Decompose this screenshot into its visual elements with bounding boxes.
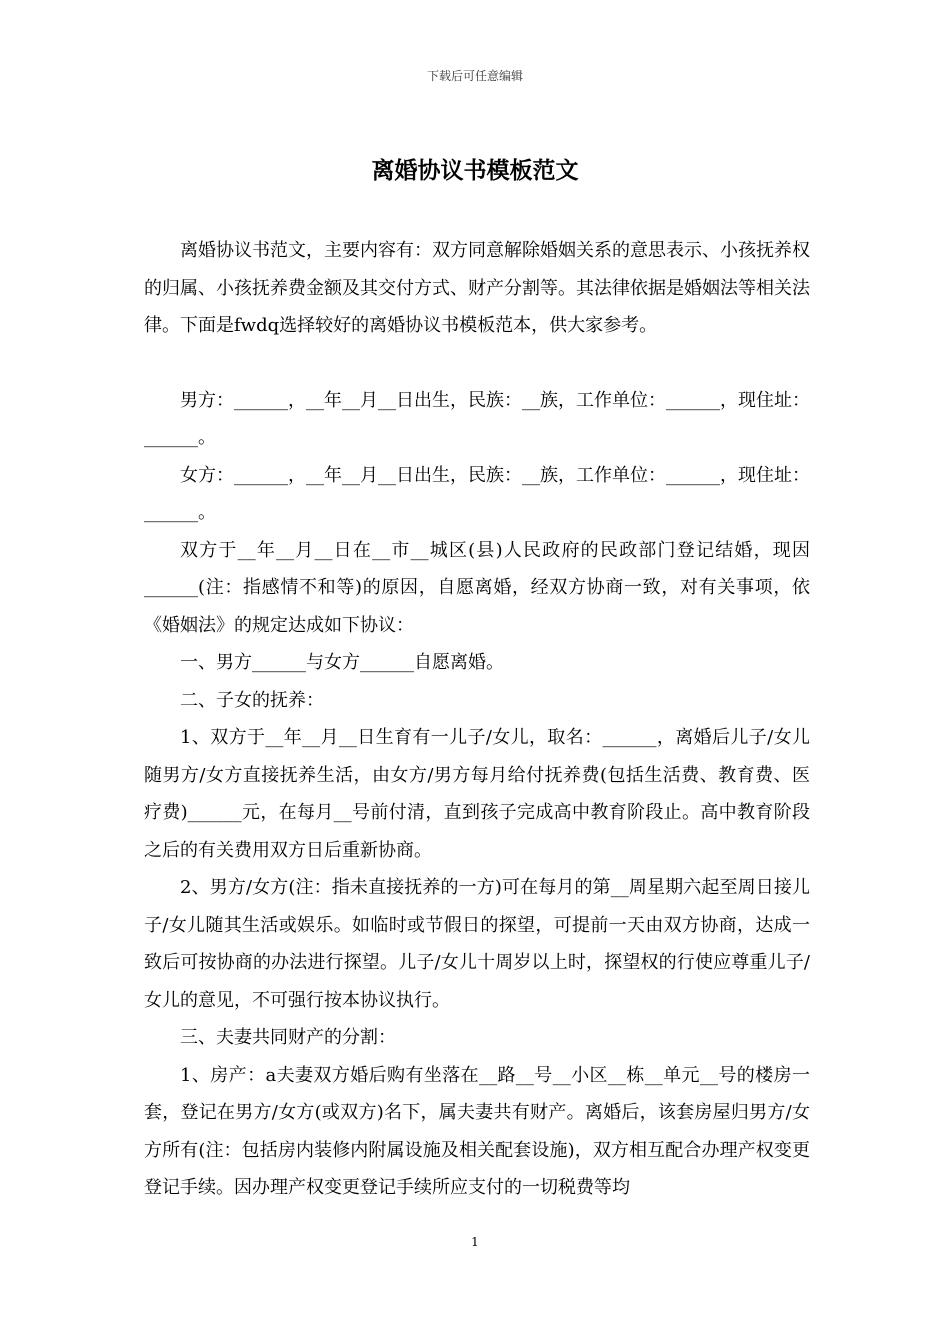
header-note: 下载后可任意编辑	[426, 69, 523, 83]
man-info-paragraph: 男方：______，__年__月__日出生，民族：__族，工作单位：______，现住址：______。	[144, 389, 810, 448]
document-title: 离婚协议书模板范文	[371, 157, 579, 184]
page-number: 1	[471, 1235, 479, 1249]
clause-divorce: 一、男方______与女方______自愿离婚。	[180, 652, 504, 673]
clause-child-custody-heading: 二、子女的抚养：	[180, 689, 324, 711]
document-body	[144, 232, 810, 1207]
paragraph-spacer	[144, 345, 810, 382]
clause-child-support: 1、双方于__年__月__日生育有一儿子/女儿，取名：______，离婚后儿子/女儿随男方/女方直接抚养生活，由女方/男方每月给付抚养费(包括生活费、教育费、医疗费)______元，在每月__号前付清，直到孩子完成高中教育阶段止。高中教育阶段之后的有关费用双方日后重新协商。	[144, 727, 811, 861]
woman-info-paragraph: 女方：______，__年__月__日出生，民族：__族，工作单位：______，现住址：______。	[144, 464, 810, 523]
clause-real-estate: 1、房产：a夫妻双方婚后购有坐落在__路__号__小区__栋__单元__号的楼房一套，登记在男方/女方(或双方)名下，属夫妻共有财产。离婚后，该套房屋归男方/女方所有(注：包括房内装修内附属设施及相关配套设施)，双方相互配合办理产权变更登记手续。因办理产权变更登记手续所应支付的一切税费等均	[144, 1064, 810, 1198]
clause-visitation: 2、男方/女方(注：指未直接抚养的一方)可在每月的第__周星期六起至周日接儿子/女儿随其生活或娱乐。如临时或节假日的探望，可提前一天由双方协商，达成一致后可按协商的办法进行探望。儿子/女儿十周岁以上时，探望权的行使应尊重儿子/女儿的意见，不可强行按本协议执行。	[144, 877, 810, 1011]
marriage-paragraph: 双方于__年__月__日在__市__城区(县)人民政府的民政部门登记结婚，现因______(注：指感情不和等)的原因，自愿离婚，经双方协商一致，对有关事项，依《婚姻法》的规定达成如下协议：	[144, 539, 810, 636]
intro-paragraph: 离婚协议书范文，主要内容有：双方同意解除婚姻关系的意思表示、小孩抚养权的归属、小孩抚养费金额及其交付方式、财产分割等。其法律依据是婚姻法等相关法律。下面是fwdq选择较好的离婚协议书模板范本，供大家参考。	[144, 240, 810, 336]
clause-property-heading: 三、夫妻共同财产的分割：	[180, 1027, 396, 1048]
